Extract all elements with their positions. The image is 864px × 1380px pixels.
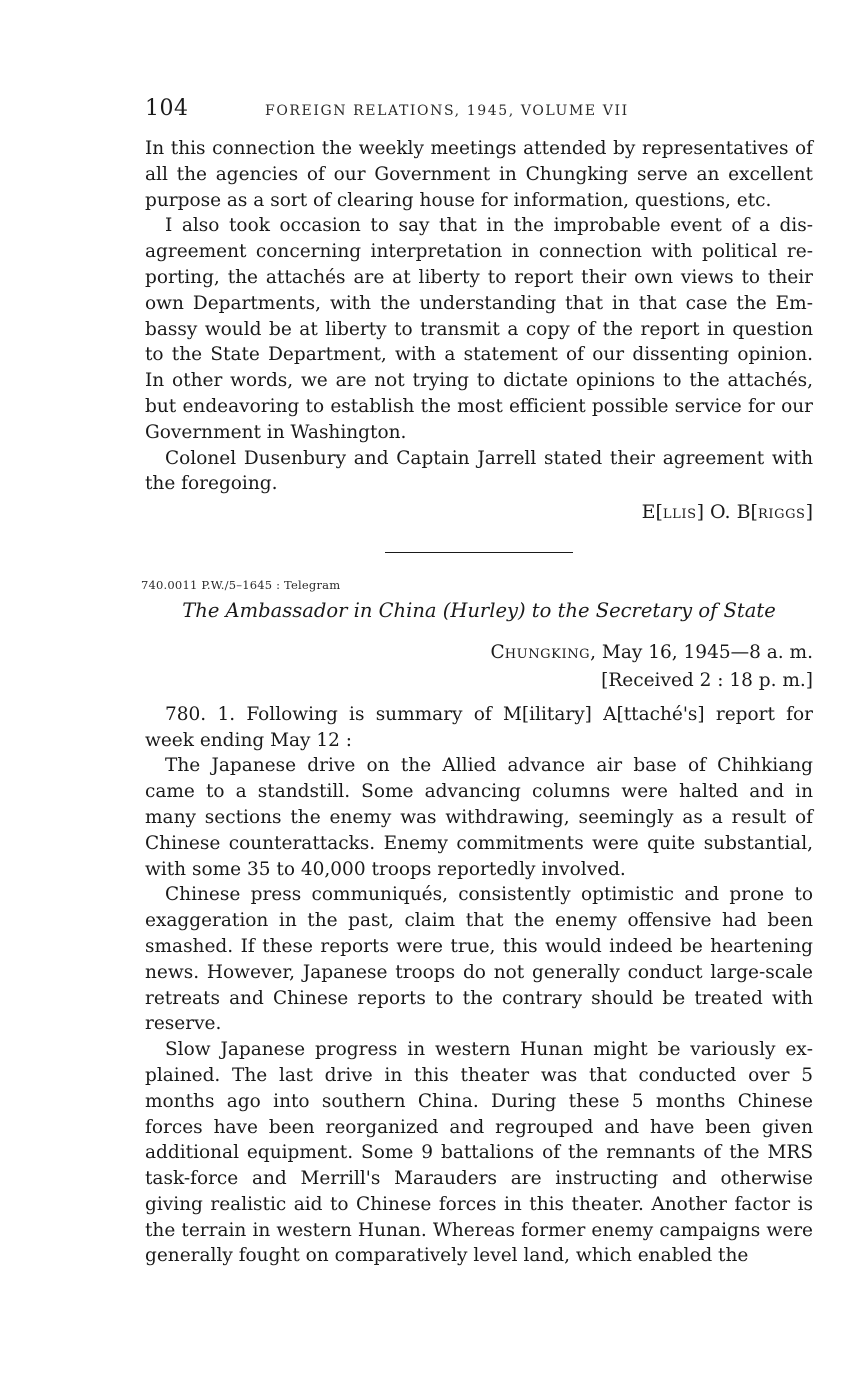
memo-paragraph-2: I also took occasion to say that in the improbable event of a disagreement concerning interpretation in connection with political reporting, the attachés are at liberty to report their own views to their own Departments, with the understanding that in that case the Embassy would be at liberty to transmit a copy of the report in question to the State Department, with a statement of our dissenting opinion. In other words, we are not trying to dictate opinions to the attachés, but endeavoring to establish the most efficient possible service for our Government in Washington. — [145, 215, 813, 443]
telegram-paragraph-3: Chinese press communiqués, consistently optimistic and prone to exaggeration in the past, claim that the enemy offensive had been smashed. If these reports were true, this would indeed be heartening news. However, Japanese troops do not generally conduct large-scale retreats and Chinese reports to the contrary should be treated with reserve. — [145, 884, 813, 1035]
dateline — [145, 640, 813, 668]
received-note: [Received 2 : 18 p. m.] — [601, 669, 813, 691]
signature-initial-first: E[ — [641, 501, 663, 524]
signature-close: ] — [805, 501, 813, 524]
document-page — [141, 96, 813, 1269]
running-head — [145, 96, 813, 128]
signature-first-name-rest: LLIS — [662, 507, 697, 523]
file-reference: 740.0011 P.W./5–1645 : Telegram — [141, 578, 341, 593]
page-number: 104 — [145, 96, 189, 121]
telegram-paragraph-1: 780. 1. Following is summary of M[ilitary] A[ttaché's] report for week ending May 12 : — [145, 703, 813, 751]
running-title: FOREIGN RELATIONS, 1945, VOLUME VII — [265, 103, 629, 119]
dateline-place-rest: HUNGKING — [504, 647, 591, 663]
memo-paragraph-3: Colonel Dusenbury and Captain Jarrell stated their agreement with the foregoing. — [145, 447, 813, 495]
signature-last-name-rest: RIGGS — [757, 507, 806, 523]
telegram-paragraph-2: The Japanese drive on the Allied advance air base of Chihkiang came to a standstill. Some advancing columns were halted and in many sections the enemy was withdrawing, seemingly as a result of Chinese counterattacks. Enemy commitments were quite substantial, with some 35 to 40,000 troops reportedly involved. — [145, 755, 813, 880]
dateline-date: , May 16, 1945—8 a. m. — [590, 642, 813, 664]
telegram-title: The Ambassador in China (Hurley) to the Secretary of State — [182, 599, 776, 623]
memo-paragraph-1: In this connection the weekly meetings attended by representatives of all the agencies of our Government in Chungking serve an excellent purpose as a sort of clearing house for information, questions, etc. — [145, 138, 813, 211]
telegram-paragraph-4: Slow Japanese progress in western Hunan might be variously explained. The last drive in this theater was that conducted over 5 months ago into southern China. During these 5 months Chinese forces have been reorganized and regrouped and have been given additional equipment. Some 9 battalions of the remnants of the MRS task-force and Merrill's Marauders are instructing and otherwise giving realistic aid to Chinese forces in this theater. Another factor is the terrain in western Hunan. Whereas former enemy campaigns were generally fought on comparatively level land, which enabled the — [145, 1039, 813, 1267]
signature-middle: ] O. B[ — [696, 501, 758, 524]
dateline-place-initial: C — [490, 642, 505, 664]
telegram-body — [145, 702, 813, 1270]
section-divider — [385, 552, 573, 553]
signature — [145, 499, 813, 528]
